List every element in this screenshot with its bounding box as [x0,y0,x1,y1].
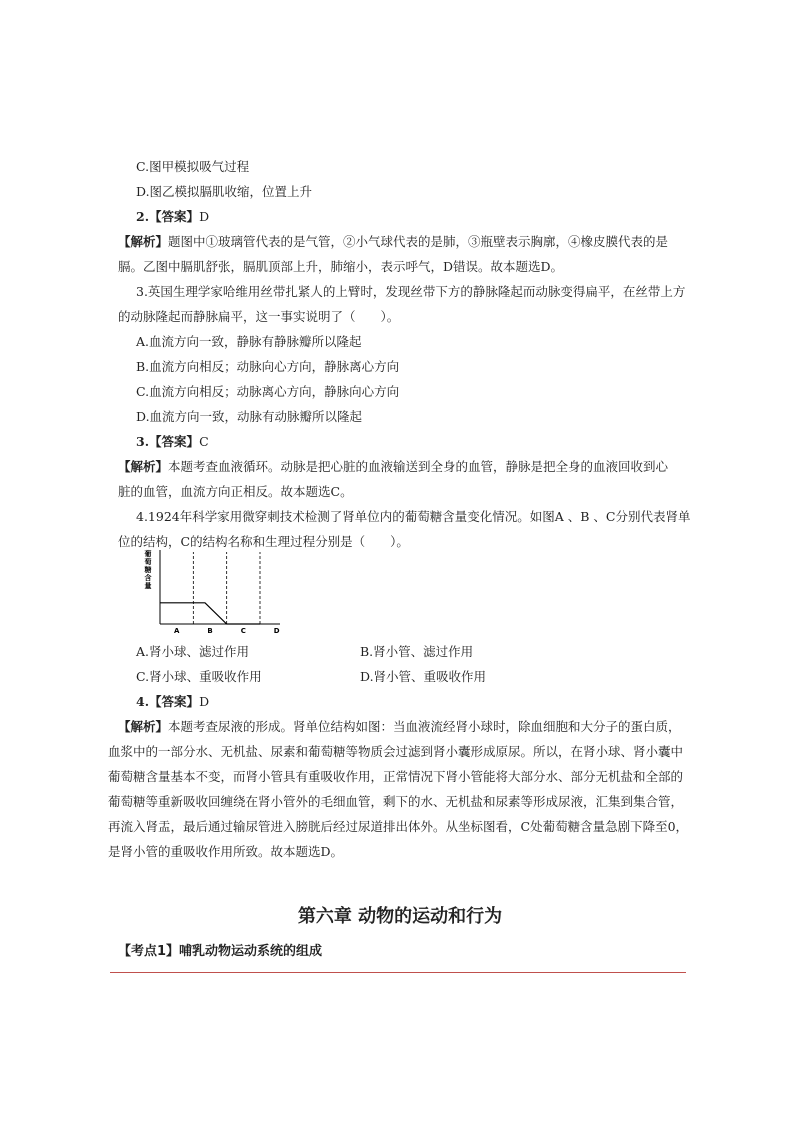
q4-analysis-line-1 [118,718,681,736]
x-tick-label-A: A [173,627,180,635]
q3-option-a: A.血流方向一致，静脉有静脉瓣所以隆起 [136,334,362,349]
q4-analysis-line-3: 葡萄糖含量基本不变，而肾小管具有重吸收作用，正常情况下肾小管能将大部分水、部分无机盐和全部的 [108,769,684,784]
analysis-tag: 【解析】 [118,719,169,734]
q4-analysis-line-6: 是肾小管的重吸收作用所致。故本题选D。 [108,844,344,859]
y-axis-label-char: 糖 [144,566,152,574]
analysis-text: 本题考查尿液的形成。肾单位结构如图：当血液流经肾小球时，除血细胞和大分子的蛋白质， [168,719,681,734]
glucose-line [160,603,260,624]
q4-option-a: A.肾小球、滤过作用 [136,644,250,659]
q4-stem-line-1: 4.1924年科学家用微穿刺技术检测了肾单位内的葡萄糖含量变化情况。如图A 、B 、C分别代表肾单 [136,509,691,524]
q3-option-c: C.血流方向相反；动脉离心方向，静脉向心方向 [136,384,400,399]
analysis-text: 题图中①玻璃管代表的是气管，②小气球代表的是肺，③瓶壁表示胸廓，④橡皮膜代表的是 [168,234,669,249]
kaodian-heading: 【考点1】哺乳动物运动系统的组成 [118,944,323,959]
q2-analysis-line-2: 膈。乙图中膈肌舒张，膈肌顶部上升，肺缩小，表示呼气，D错误。故本题选D。 [118,259,564,274]
chapter-title: 第六章 动物的运动和行为 [297,906,503,927]
q3-option-d: D.血流方向一致，动脉有动脉瓣所以隆起 [136,409,363,424]
y-axis-label-char: 含 [144,574,152,582]
q4-analysis-line-4: 葡萄糖等重新吸收回缠绕在肾小管外的毛细血管，剩下的水、无机盐和尿素等形成尿液，汇集到集合管， [108,794,684,809]
q3-option-b: B.血流方向相反；动脉向心方向，静脉离心方向 [136,359,400,374]
answer-tag: 4.【答案】 [136,694,200,709]
q3-stem-line-2: 的动脉隆起而静脉扁平，这一事实说明了（ ）。 [118,309,400,324]
y-axis-label-char: 葡 [144,550,152,558]
answer-value: C [199,434,209,449]
q4-answer [136,693,209,711]
q2-answer [136,208,209,226]
q3-analysis-line-2: 脏的血管，血流方向正相反。故本题选C。 [118,484,353,499]
q4-analysis-line-2: 血浆中的一部分水、无机盐、尿素和葡萄糖等物质会过滤到肾小囊形成原尿。所以，在肾小球、肾小囊中 [108,744,684,759]
q4-option-d: D.肾小管、重吸收作用 [360,669,487,684]
q4-option-b: B.肾小管、滤过作用 [360,644,474,659]
q3-answer [136,433,209,451]
q1-option-c: C.图甲模拟吸气过程 [136,159,250,174]
q4-option-c: C.肾小球、重吸收作用 [136,669,262,684]
q1-option-d: D.图乙模拟膈肌收缩，位置上升 [136,184,313,199]
answer-value: D [199,694,210,709]
answer-tag: 2.【答案】 [136,209,200,224]
analysis-tag: 【解析】 [118,234,169,249]
answer-value: D [199,209,210,224]
glucose-chart [142,548,282,636]
answer-tag: 3.【答案】 [136,434,200,449]
q4-stem-line-2: 位的结构，C的结构名称和生理过程分别是（ ）。 [118,534,409,549]
q4-analysis-line-5: 再流入肾盂，最后通过输尿管进入膀胱后经过尿道排出体外。从坐标图看，C处葡萄糖含量急剧下降至0， [108,819,689,834]
y-axis-label-char: 量 [144,582,152,590]
x-tick-label-C: C [240,627,246,635]
q2-analysis-line-1 [118,233,668,251]
q3-analysis-line-1 [118,458,668,476]
analysis-text: 本题考查血液循环。动脉是把心脏的血液输送到全身的血管，静脉是把全身的血液回收到心 [168,459,669,474]
x-tick-label-B: B [207,627,213,635]
analysis-tag: 【解析】 [118,459,169,474]
x-tick-label-D: D [273,627,280,635]
section-divider [110,972,686,973]
q3-stem-line-1: 3.英国生理学家哈维用丝带扎紧人的上臂时，发现丝带下方的静脉隆起而动脉变得扁平，在丝带上方 [136,284,686,299]
y-axis-label-char: 萄 [144,558,152,566]
